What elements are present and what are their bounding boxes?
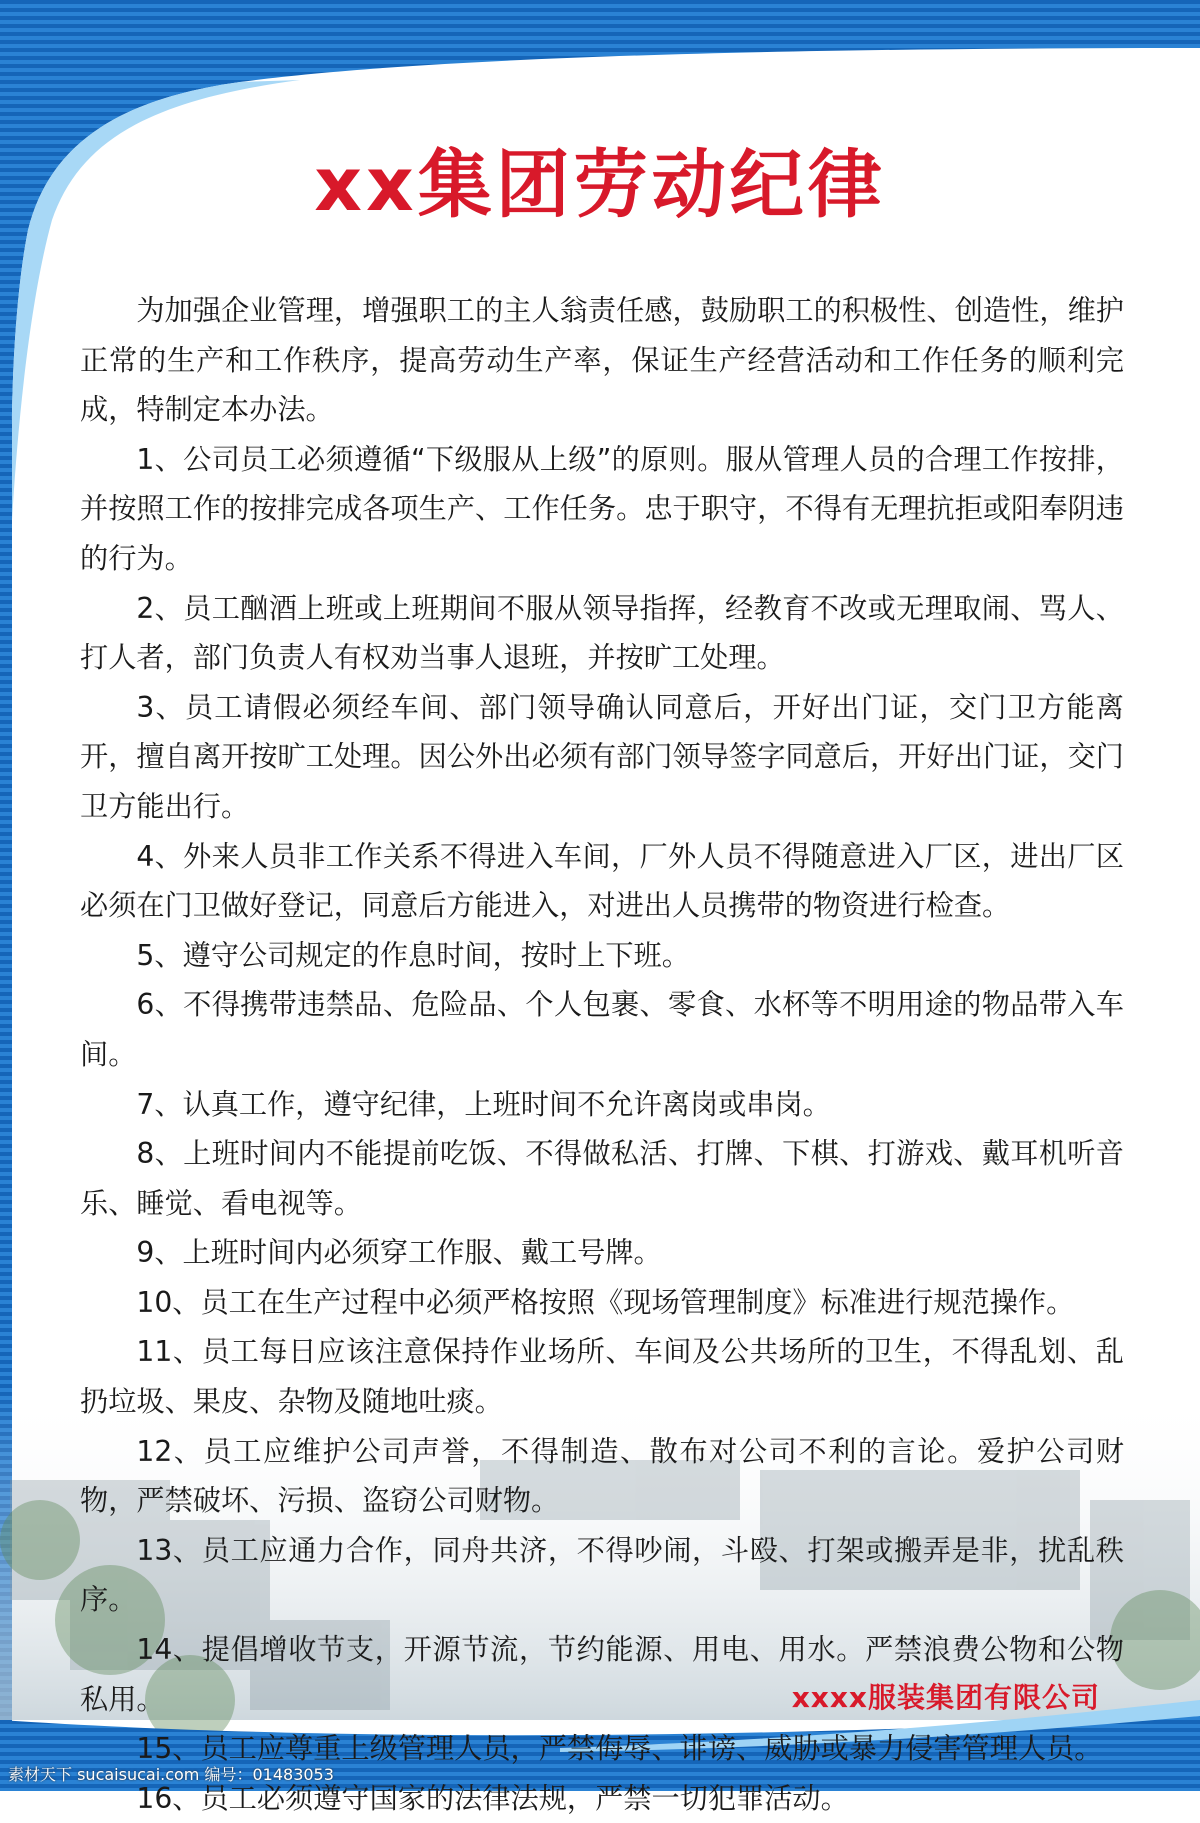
rules-body xyxy=(80,286,1124,1823)
rule-item: 8、上班时间内不能提前吃饭、不得做私活、打牌、下棋、打游戏、戴耳机听音乐、睡觉、看电视等。 xyxy=(80,1137,1124,1220)
rule-item: 3、员工请假必须经车间、部门领导确认同意后，开好出门证，交门卫方能离开，擅自离开按旷工处理。因公外出必须有部门领导签字同意后，开好出门证，交门卫方能出行。 xyxy=(80,690,1124,823)
rule-item: 2、员工酗酒上班或上班期间不服从领导指挥，经教育不改或无理取闹、骂人、打人者，部门负责人有权劝当事人退班，并按旷工处理。 xyxy=(80,591,1124,675)
rule-item: 15、员工应尊重上级管理人员，严禁侮辱、诽谤、威胁或暴力侵害管理人员。 xyxy=(136,1732,1103,1766)
rule-item: 14、提倡增收节支，开源节流，节约能源、用电、用水。严禁浪费公物和公物私用。 xyxy=(80,1633,1124,1716)
rule-item: 13、员工应通力合作，同舟共济，不得吵闹，斗殴、打架或搬弄是非，扰乱秩序。 xyxy=(80,1533,1124,1617)
rule-item: 5、遵守公司规定的作息时间，按时上下班。 xyxy=(136,938,690,972)
rule-item: 1、公司员工必须遵循“下级服从上级”的原则。服从管理人员的合理工作按排，并按照工作的按排完成各项生产、工作任务。忠于职守，不得有无理抗拒或阳奉阴违的行为。 xyxy=(80,442,1124,575)
company-name: xxxx服装集团有限公司 xyxy=(791,1681,1100,1714)
rule-item: 16、员工必须遵守国家的法律法规，严禁一切犯罪活动。 xyxy=(136,1781,849,1815)
rule-item: 4、外来人员非工作关系不得进入车间，厂外人员不得随意进入厂区，进出厂区必须在门卫做好登记，同意后方能进入，对进出人员携带的物资进行检查。 xyxy=(80,839,1124,923)
intro-paragraph: 为加强企业管理，增强职工的主人翁责任感，鼓励职工的积极性、创造性，维护正常的生产和工作秩序，提高劳动生产率，保证生产经营活动和工作任务的顺利完成，特制定本办法。 xyxy=(80,294,1124,427)
rule-item: 6、不得携带违禁品、危险品、个人包裹、零食、水杯等不明用途的物品带入车间。 xyxy=(80,988,1124,1071)
rule-item: 12、员工应维护公司声誉，不得制造、散布对公司不利的言论。爱护公司财物，严禁破坏、污损、盗窃公司财物。 xyxy=(80,1434,1124,1518)
rule-item: 10、员工在生产过程中必须严格按照《现场管理制度》标准进行规范操作。 xyxy=(136,1285,1075,1319)
watermark-text: 素材天下 sucaisucai.com 编号：01483053 xyxy=(8,1765,334,1784)
rule-item: 7、认真工作，遵守纪律，上班时间不允许离岗或串岗。 xyxy=(136,1087,831,1121)
rule-item: 11、员工每日应该注意保持作业场所、车间及公共场所的卫生，不得乱划、乱扔垃圾、果皮、杂物及随地吐痰。 xyxy=(80,1335,1124,1419)
rule-item: 9、上班时间内必须穿工作服、戴工号牌。 xyxy=(136,1236,662,1270)
page-title: xx集团劳动纪律 xyxy=(314,142,886,228)
